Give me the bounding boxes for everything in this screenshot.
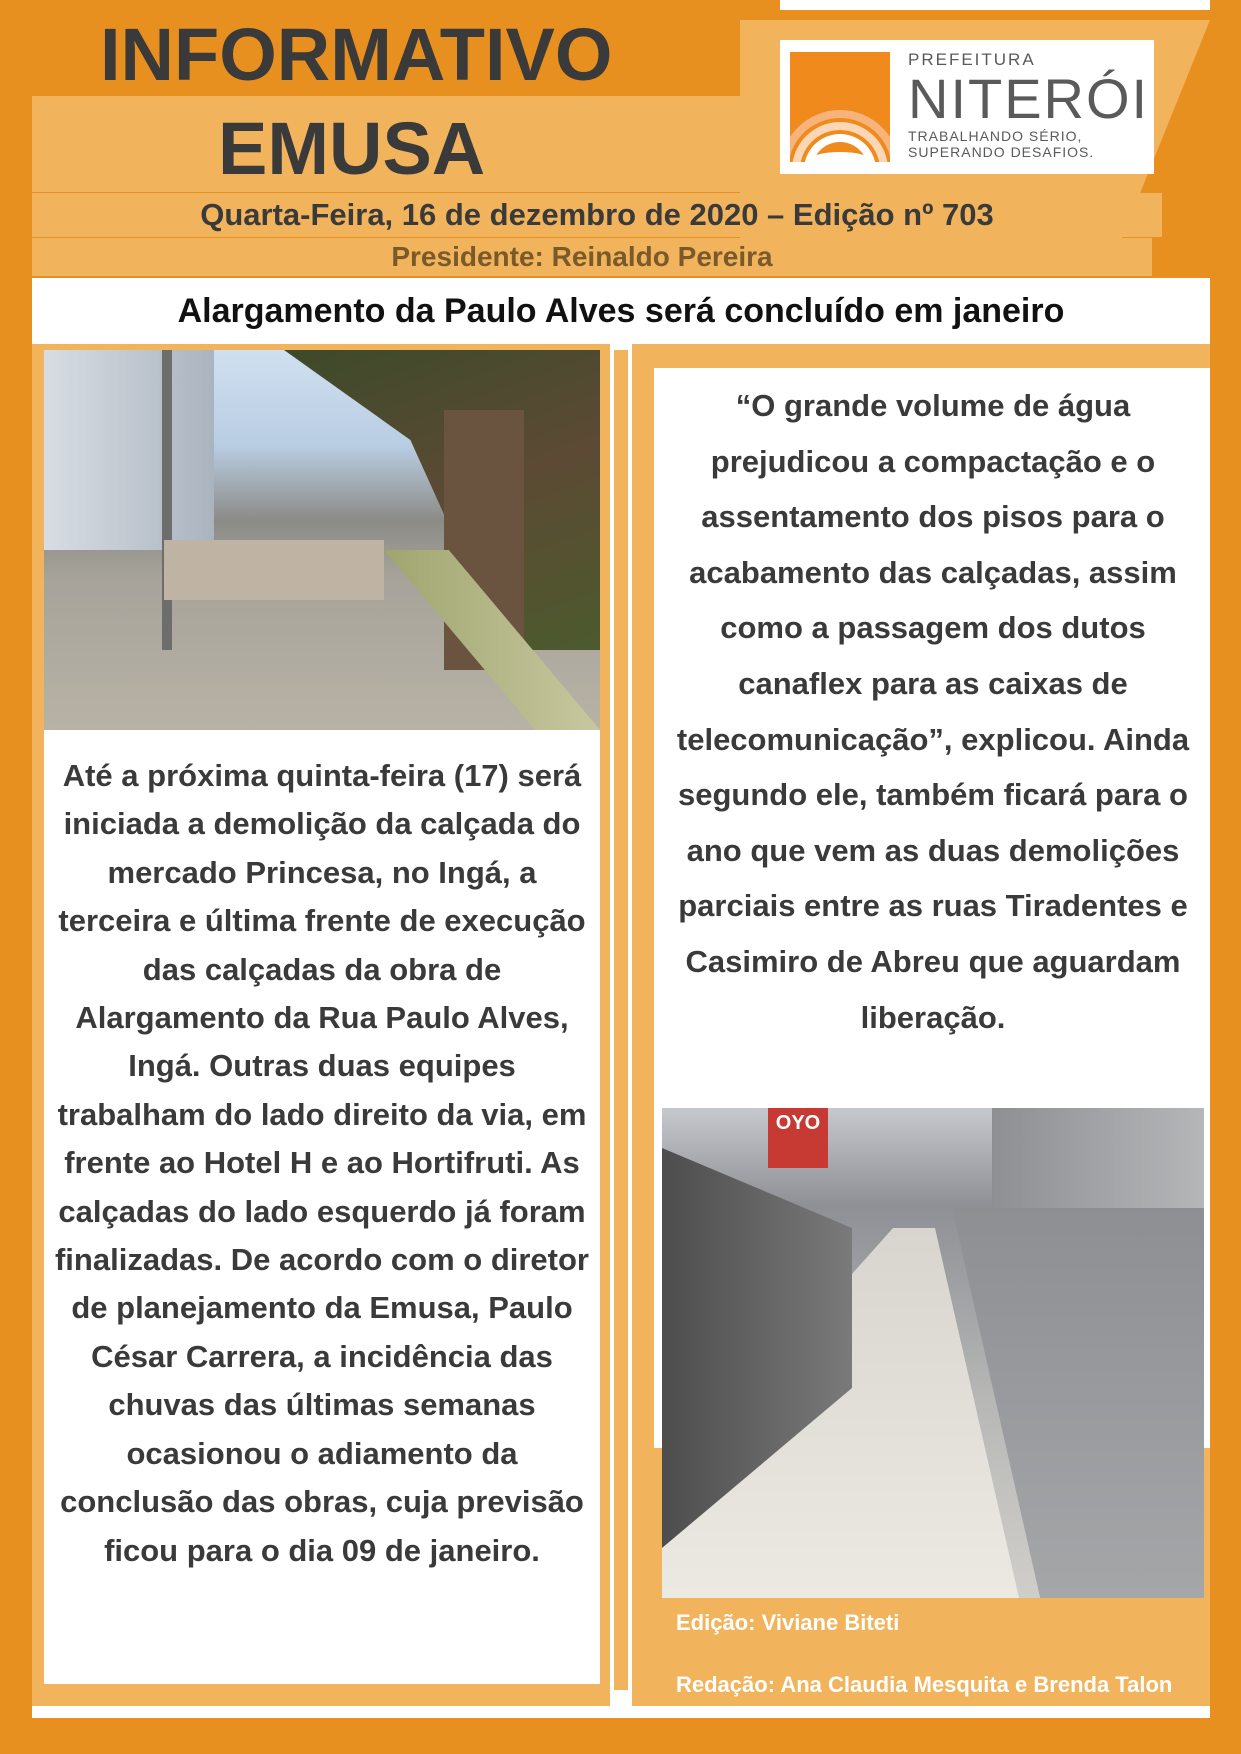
logo-city: NITERÓI bbox=[908, 67, 1150, 130]
logo-text bbox=[908, 50, 1148, 160]
article-right-text: “O grande volume de água prejudicou a compactação e o assentamento dos pisos para o acabamento das calçadas, assim como a passagem dos dutos canaflex para as caixas de telecomunicação”, explicou. Ainda segundo ele, também ficará para o ano que vem as duas demolições parciais entre as ruas Tiradentes e Casimiro de Abreu que aguardam liberação. bbox=[676, 388, 1190, 1035]
logo-prefix: PREFEITURA bbox=[908, 50, 1036, 69]
niteroi-logo bbox=[780, 40, 1154, 174]
top-edge bbox=[780, 0, 1210, 10]
article-left-text: Até a próxima quinta-feira (17) será iniciada a demolição da calçada do mercado Princesa, no Ingá, a terceira e última frente de execução das calçadas da obra de Alargamento da Rua Paulo Alves, Ingá. Outras duas equipes trabalham do lado direito da via, em frente ao Hotel H e ao Hortifruti. As calçadas do lado esquerdo já foram finalizadas. De acordo com o diretor de planejamento da Emusa, Paulo César Carrera, a incidência das chuvas das últimas semanas ocasionou o adiamento da conclusão das obras, cuja previsão ficou para o dia 09 de janeiro. bbox=[54, 758, 589, 1568]
title-line-2: EMUSA bbox=[218, 107, 486, 190]
sidewalk-photo-1 bbox=[44, 350, 600, 730]
masthead-title bbox=[100, 8, 720, 196]
article-headline: Alargamento da Paulo Alves será concluído em janeiro bbox=[177, 292, 1065, 330]
column-divider bbox=[614, 350, 628, 1690]
editor-credit: Edição: Viviane Biteti bbox=[676, 1610, 900, 1635]
logo-slogan-1: TRABALHANDO SÉRIO, bbox=[908, 128, 1083, 144]
sidewalk-photo-2 bbox=[662, 1108, 1204, 1598]
logo-slogan-2: SUPERANDO DESAFIOS. bbox=[908, 144, 1095, 160]
credits bbox=[676, 1608, 1206, 1700]
date-edition: Quarta-Feira, 16 de dezembro de 2020 – Edição nº 703 bbox=[200, 197, 994, 232]
president-name: Presidente: Reinaldo Pereira bbox=[391, 241, 773, 272]
writers-credit: Redação: Ana Claudia Mesquita e Brenda Talon bbox=[676, 1672, 1173, 1697]
oyo-sign-text: OYO bbox=[775, 1112, 821, 1134]
title-line-1: INFORMATIVO bbox=[100, 13, 613, 96]
oyo-sign bbox=[768, 1108, 828, 1168]
niteroi-logo-icon bbox=[790, 52, 890, 162]
